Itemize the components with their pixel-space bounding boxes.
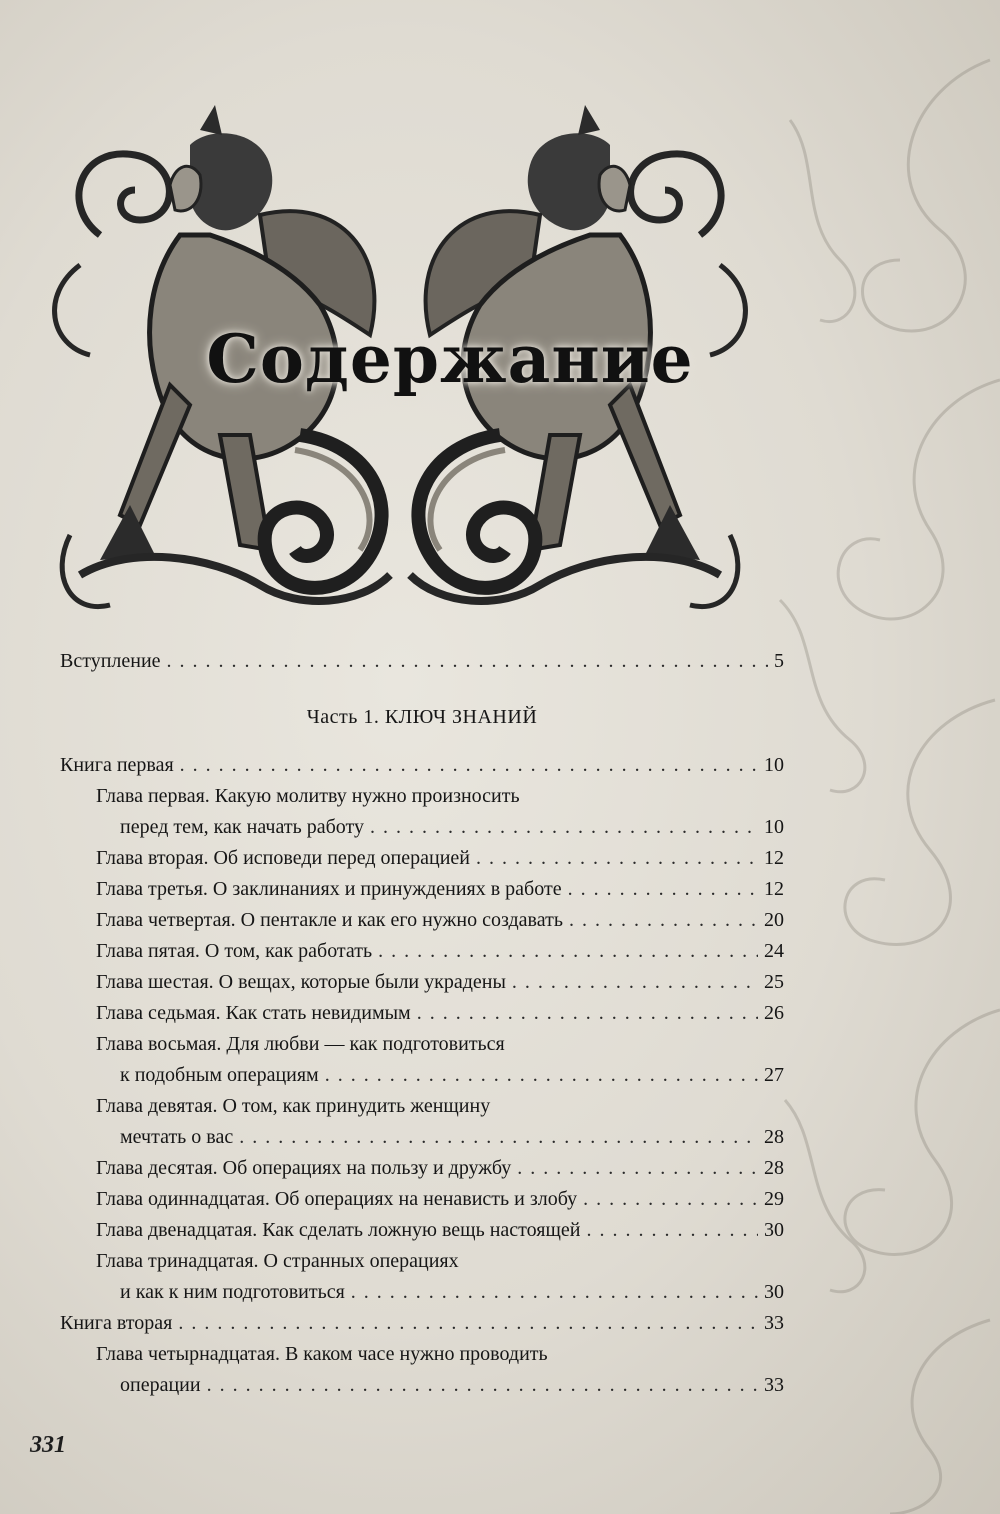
toc-entry-label: Глава четвертая. О пентакле и как его нужно создавать (96, 909, 563, 931)
toc-entry[interactable] (96, 1153, 784, 1183)
toc-entry-page: 28 (764, 1126, 784, 1148)
toc-entry-page: 12 (764, 847, 784, 869)
toc-entry-label: Глава седьмая. Как стать невидимым (96, 1002, 411, 1024)
toc-entry[interactable] (96, 1246, 459, 1276)
toc-entry-label: Глава десятая. Об операциях на пользу и дружбу (96, 1157, 512, 1179)
toc-entry-label: перед тем, как начать работу (120, 816, 364, 838)
page-title: Содержание (206, 320, 694, 398)
part-heading: Часть 1. КЛЮЧ ЗНАНИЙ (306, 706, 538, 728)
dot-leader (512, 967, 758, 997)
dot-leader (370, 812, 758, 842)
toc-entry-label: мечтать о вас (120, 1126, 234, 1148)
toc-entry[interactable] (96, 874, 784, 904)
toc-entry-label: к подобным операциям (120, 1064, 319, 1086)
dot-leader (325, 1060, 758, 1090)
toc-entry[interactable] (120, 1122, 784, 1152)
toc-entry[interactable] (120, 1060, 784, 1090)
page-number: 331 (30, 1432, 66, 1458)
toc-entry-page: 25 (764, 971, 784, 993)
dot-leader (586, 1215, 758, 1245)
toc-entry-page: 20 (764, 909, 784, 931)
toc-entry-label: Книга вторая (60, 1312, 173, 1334)
dot-leader (569, 905, 758, 935)
dot-leader (568, 874, 758, 904)
toc-entry-label: Глава вторая. Об исповеди перед операцией (96, 847, 471, 869)
toc-entry-label: Глава шестая. О вещах, которые были украдены (96, 971, 506, 993)
dot-leader (417, 998, 758, 1028)
toc-entry-page: 30 (764, 1281, 784, 1303)
dot-leader (180, 750, 758, 780)
toc-entry-page: 29 (764, 1188, 784, 1210)
toc-entry[interactable] (96, 1184, 784, 1214)
toc-entry-label: Глава восьмая. Для любви — как подготовиться (96, 1033, 505, 1055)
toc-entry[interactable] (96, 781, 520, 811)
toc-entry-page: 10 (764, 754, 784, 776)
toc-entry-label: Глава тринадцатая. О странных операциях (96, 1250, 459, 1272)
toc-entry-label: Глава одиннадцатая. Об операциях на ненависть и злобу (96, 1188, 578, 1210)
toc-entry[interactable] (96, 1339, 548, 1369)
toc-entry[interactable] (96, 843, 784, 873)
dot-leader (378, 936, 758, 966)
toc-entry-page: 5 (774, 650, 784, 672)
toc-entry-page: 33 (764, 1312, 784, 1334)
toc-entry-label: и как к ним подготовиться (120, 1281, 345, 1303)
toc-entry-page: 28 (764, 1157, 784, 1179)
toc-entry-label: Глава пятая. О том, как работать (96, 940, 373, 962)
toc-entry[interactable] (96, 1029, 505, 1059)
dot-leader (351, 1277, 758, 1307)
toc-entry-label: Глава третья. О заклинаниях и принуждениях в работе (96, 878, 562, 900)
dot-leader (476, 843, 758, 873)
toc-entry[interactable] (120, 1370, 784, 1400)
toc-entry-label: Глава двенадцатая. Как сделать ложную вещь настоящей (96, 1219, 581, 1241)
toc-entry-intro[interactable] (60, 646, 784, 676)
toc-entry-page: 24 (764, 940, 784, 962)
toc-entry-label: Глава четырнадцатая. В каком часе нужно проводить (96, 1343, 548, 1365)
toc-entry-label: Глава девятая. О том, как принудить женщину (96, 1095, 491, 1117)
toc-entry[interactable] (96, 936, 784, 966)
toc-entry-label: Вступление (60, 650, 161, 672)
toc-entry-label: операции (120, 1374, 201, 1396)
toc-entry-page: 33 (764, 1374, 784, 1396)
dot-leader (517, 1153, 758, 1183)
toc-entry[interactable] (120, 812, 784, 842)
dot-leader (207, 1370, 758, 1400)
toc-entry[interactable] (96, 967, 784, 997)
dot-leader (239, 1122, 758, 1152)
toc-entry-page: 12 (764, 878, 784, 900)
toc-entry-page: 10 (764, 816, 784, 838)
toc-entry[interactable] (96, 1215, 784, 1245)
dot-leader (583, 1184, 758, 1214)
toc-entry[interactable] (60, 1308, 784, 1338)
dot-leader (167, 646, 768, 676)
toc-entry[interactable] (60, 750, 784, 780)
toc-entry-page: 27 (764, 1064, 784, 1086)
toc-entry[interactable] (96, 998, 784, 1028)
toc-entry[interactable] (96, 1091, 490, 1121)
toc-entry-page: 26 (764, 1002, 784, 1024)
toc-entry[interactable] (96, 905, 784, 935)
toc-entry-page: 30 (764, 1219, 784, 1241)
toc-entry-label: Книга первая (60, 754, 174, 776)
toc-entry-label: Глава первая. Какую молитву нужно произносить (96, 785, 520, 807)
dot-leader (178, 1308, 758, 1338)
toc-entry[interactable] (120, 1277, 784, 1307)
